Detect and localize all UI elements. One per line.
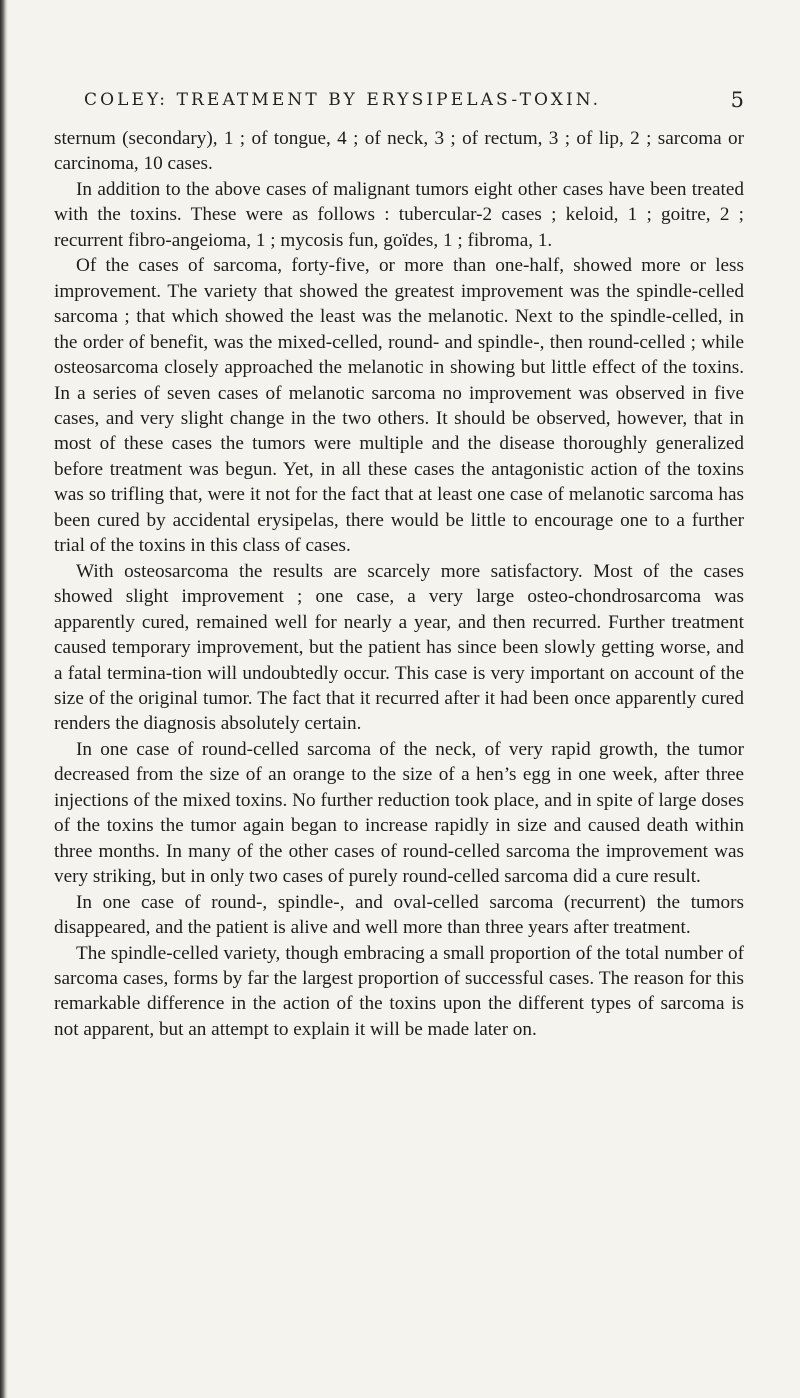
body-text [54,126,744,1042]
paragraph-other-cases: In addition to the above cases of malignant tumors eight other cases have been treated with the toxins. These were as follows : tubercular-2 cases ; keloid, 1 ; goitre, 2 ; recurrent fibro-angeioma, 1 ; mycosis fun, goïdes, 1 ; fibroma, 1. [54,178,744,251]
running-title: COLEY: TREATMENT BY ERYSIPELAS-TOXIN. [84,90,602,110]
paragraph-continuation: sternum (secondary), 1 ; of tongue, 4 ; of neck, 3 ; of rectum, 3 ; of lip, 2 ; sarcoma or carcinoma, 10 cases. [54,128,744,175]
running-head [54,86,744,120]
paragraph-round-celled: In one case of round-celled sarcoma of the neck, of very rapid growth, the tumor decreased from the size of an orange to the size of a hen’s egg in one week, after three injections of the mixed toxins. No further reduction took place, and in spite of large doses of the toxins the tumor again began to increase rapidly in size and caused death within three months. In many of the other cases of round-celled sarcoma the improvement was very striking, but in only two cases of purely round-celled sarcoma did a cure result. [54,738,744,888]
paragraph-mixed-celled: In one case of round-, spindle-, and oval-celled sarcoma (recurrent) the tumors disappeared, and the patient is alive and well more than three years after treatment. [54,891,744,939]
binding-edge [0,0,8,1398]
page-number: 5 [730,88,744,112]
paragraph-sarcoma-improvement: Of the cases of sarcoma, forty-five, or more than one-half, showed more or less improvement. The variety that showed the greatest improvement was the spindle-celled sarcoma ; that which showed the least was the melanotic. Next to the spindle-celled, in the order of benefit, was the mixed-celled, round- and spindle-, then round-celled ; while osteosarcoma closely approached the melanotic in showing but little effect of the toxins. In a series of seven cases of melanotic sarcoma no improvement was observed in five cases, and very slight change in the two others. It should be observed, however, that in most of these cases the tumors were multiple and the disease thoroughly generalized before treatment was begun. Yet, in all these cases the antagonistic action of the toxins was so trifling that, were it not for the fact that at least one case of melanotic sarcoma has been cured by accidental erysipelas, there would be little to encourage one to a further trial of the toxins in this class of cases. [54,255,744,557]
paragraph-osteosarcoma: With osteosarcoma the results are scarcely more satisfactory. Most of the cases showed slight improvement ; one case, a very large osteo-chondrosarcoma was apparently cured, remained well for nearly a year, and then recurred. Further treatment caused temporary improvement, but the patient has since been slowly getting worse, and a fatal termina-tion will undoubtedly occur. This case is very important on account of the size of the original tumor. The fact that it recurred after it had been once apparently cured renders the diagnosis absolutely certain. [54,560,744,735]
paragraph-spindle-celled: The spindle-celled variety, though embracing a small proportion of the total number of sarcoma cases, forms by far the largest proportion of successful cases. The reason for this remarkable difference in the action of the toxins upon the different types of sarcoma is not apparent, but an attempt to explain it will be made later on. [54,942,744,1040]
